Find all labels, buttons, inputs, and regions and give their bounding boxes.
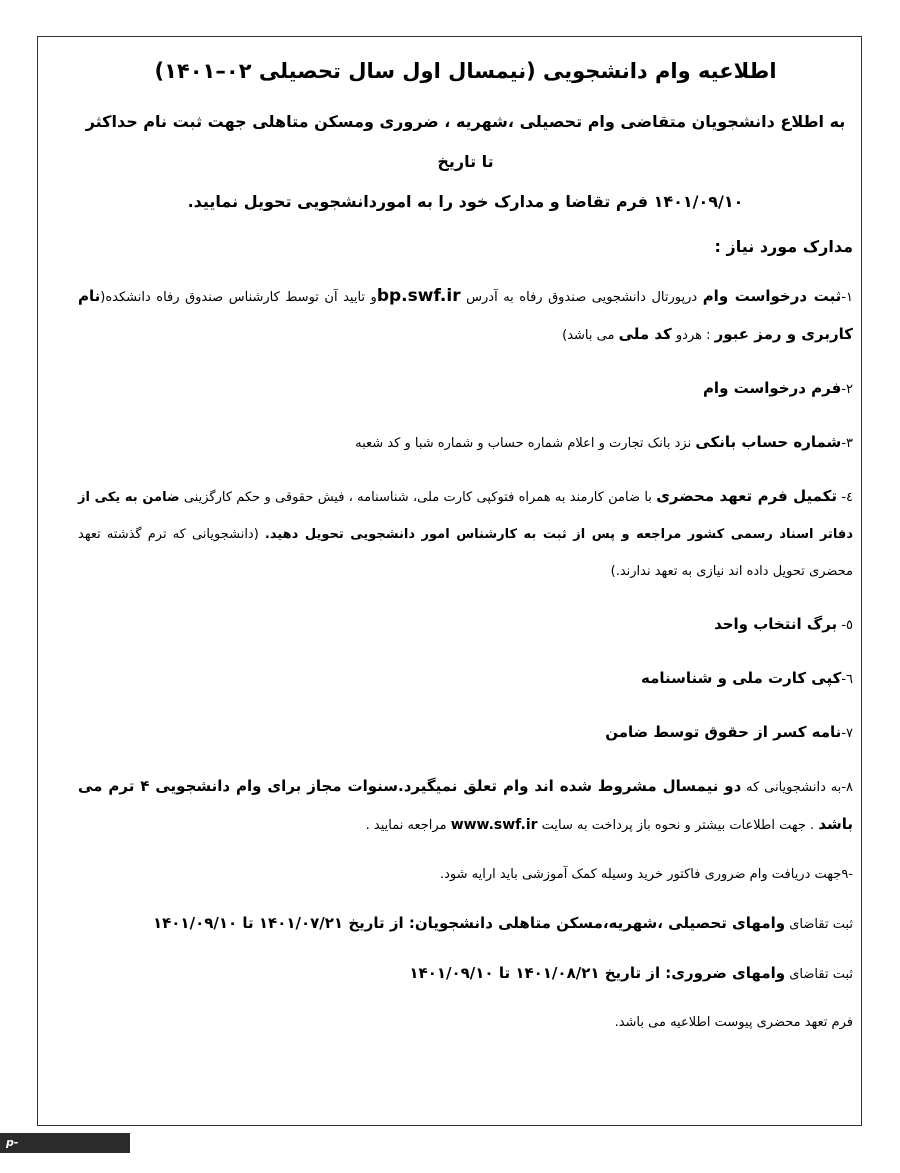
portal-link[interactable]: bp.swf.ir [376, 286, 461, 306]
documents-heading: مدارک مورد نیاز : [714, 237, 853, 256]
list-item-8: ۸-به دانشجویانی که دو نیمسال مشروط شده اند وام تعلق نمیگیرد.سنوات مجاز برای وام دانشجویی ۴ ترم می باشد . جهت اطلاعات بیشتر و نحوه باز پرداخت به سایت www.swf.ir مراجعه نمایید . [78, 777, 853, 833]
list-item-7: ۷-نامه کسر از حقوق توسط ضامن [605, 723, 853, 741]
date-line-2: ثبت تقاضای وامهای ضروری: از تاریخ ۱۴۰۱/۰۸/۲۱ تا ۱۴۰۱/۰۹/۱۰ [409, 964, 853, 982]
list-item-3: ۳-شماره حساب بانکی نزد بانک تجارت و اعلام شماره حساب و شماره شبا و کد شعبه [355, 433, 853, 451]
swf-link[interactable]: www.swf.ir [450, 817, 538, 833]
intro-line-1: به اطلاع دانشجویان متقاضی وام تحصیلی ،شهریه ، ضروری ومسکن متاهلی جهت ثبت نام حداکثر تا تاریخ [85, 112, 846, 171]
list-item-4: ٤- تکمیل فرم تعهد محضری با ضامن کارمند به همراه فتوکپی کارت ملی، شناسنامه ، فیش حقوقی و حکم کارگزینی ضامن به یکی از دفاتر اسناد رسمی کشور مراجعه و پس از ثبت به کارشناس امور دانشجویی تحویل دهید. (دانشجویانی که ترم گذشته تعهد محضری تحویل داده اند نیازی به تعهد ندارند.) [78, 487, 853, 579]
intro-text [78, 102, 853, 222]
list-item-6: ٦-کپی کارت ملی و شناسنامه [641, 669, 853, 687]
list-item-2: ۲-فرم درخواست وام [702, 379, 853, 397]
announcement-body [78, 50, 853, 1056]
intro-line-2: ۱۴۰۱/۰۹/۱۰ فرم تقاضا و مدارک خود را به اموردانشجویی تحویل نمایید. [187, 192, 744, 211]
list-item-1: ۱-ثبت درخواست وام درپورتال دانشجویی صندوق رفاه به آدرس bp.swf.irو تایید آن توسط کارشناس صندوق رفاه دانشکده(نام کاربری و رمز عبور : هردو کد ملی می باشد) [78, 286, 854, 343]
list-item-9: -۹جهت دریافت وام ضروری فاکتور خرید وسیله کمک آموزشی باید ارایه شود. [439, 867, 853, 882]
list-item-5: ٥- برگ انتخاب واحد [714, 615, 853, 633]
closing-note: فرم تعهد محضری پیوست اطلاعیه می باشد. [614, 1015, 853, 1030]
page-title: اطلاعیه وام دانشجویی (نیمسال اول سال تحصیلی ۰۲–۱۴۰۱) [154, 59, 777, 83]
footer-site-badge: p-bandarabas.tvu.ac.ir [0, 1133, 130, 1153]
date-line-1: ثبت تقاضای وامهای تحصیلی ،شهریه،مسکن متاهلی دانشجویان: از تاریخ ۱۴۰۱/۰۷/۲۱ تا ۱۴۰۱/۰۹/۱۰ [152, 914, 853, 932]
